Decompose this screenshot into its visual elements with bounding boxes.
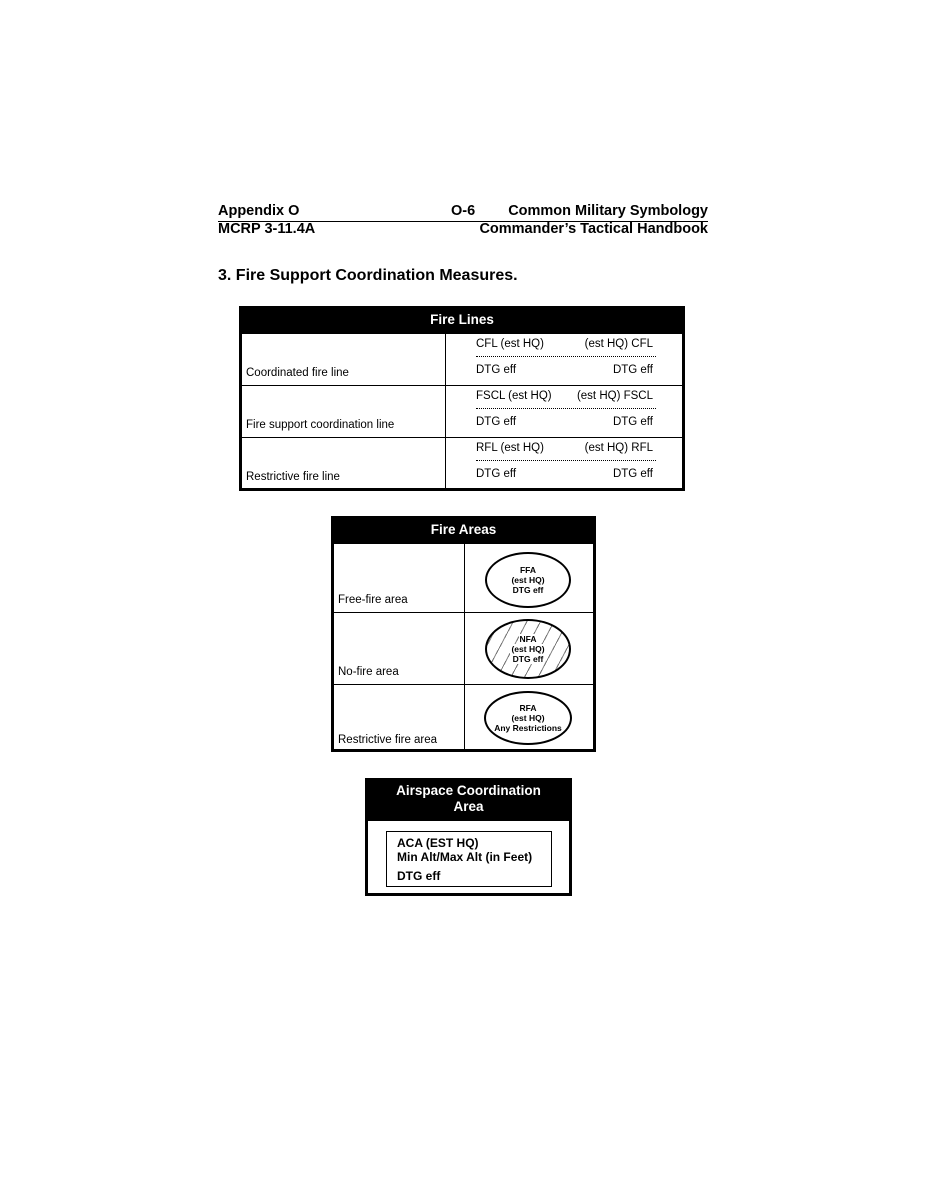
fire-area-row-nfa <box>334 612 593 684</box>
symbol-top-right: (est HQ) CFL <box>584 338 653 350</box>
page-header-line-2 <box>218 221 708 239</box>
symbol-top-left: RFL (est HQ) <box>476 442 544 454</box>
oval-line: (est HQ) <box>511 644 545 654</box>
symbol-top-right: (est HQ) FSCL <box>576 390 653 402</box>
symbol-bottom-left: DTG eff <box>476 416 517 428</box>
page-header-line-1 <box>218 203 708 222</box>
publication-title: Commander’s Tactical Handbook <box>479 221 708 237</box>
fire-lines-table <box>239 306 685 491</box>
column-divider <box>445 334 446 385</box>
fire-line-row-rfl <box>242 437 682 489</box>
aca-line-1: ACA (EST HQ) <box>397 836 479 850</box>
chapter-title: Common Military Symbology <box>508 203 708 219</box>
aca-symbol-box <box>386 831 552 887</box>
dashed-fire-line <box>476 460 656 461</box>
row-label: Fire support coordination line <box>246 419 395 431</box>
column-divider <box>464 685 465 752</box>
rfa-oval-symbol <box>484 691 572 745</box>
column-divider <box>464 544 465 612</box>
oval-line: DTG eff <box>512 585 544 595</box>
symbol-bottom-left: DTG eff <box>476 364 517 376</box>
fire-areas-title: Fire Areas <box>334 519 593 543</box>
column-divider <box>445 438 446 489</box>
oval-line: FFA <box>519 565 537 575</box>
symbol-bottom-right: DTG eff <box>612 416 653 428</box>
page-number: O-6 <box>451 203 476 219</box>
row-label: Free-fire area <box>338 594 408 606</box>
column-divider <box>445 386 446 437</box>
row-label: No-fire area <box>338 666 399 678</box>
oval-line: (est HQ) <box>511 713 545 723</box>
section-title: 3. Fire Support Coordination Measures. <box>218 267 518 284</box>
oval-line: (est HQ) <box>511 575 545 585</box>
symbol-top-left: FSCL (est HQ) <box>476 390 552 402</box>
airspace-coordination-area-table <box>365 778 572 896</box>
symbol-bottom-left: DTG eff <box>476 468 517 480</box>
oval-line: Any Restrictions <box>494 723 562 733</box>
airspace-title <box>368 781 569 821</box>
symbol-bottom-right: DTG eff <box>612 468 653 480</box>
symbol-top-right: (est HQ) RFL <box>584 442 653 454</box>
ffa-oval-symbol <box>485 552 571 608</box>
row-label: Coordinated fire line <box>246 367 349 379</box>
airspace-title-line-1: Airspace Coordination <box>396 783 541 798</box>
symbol-bottom-right: DTG eff <box>612 364 653 376</box>
publication-id: MCRP 3-11.4A <box>218 221 316 237</box>
fire-line-row-fscl <box>242 385 682 437</box>
dashed-fire-line <box>476 408 656 409</box>
nfa-hatched-oval-symbol <box>485 619 571 679</box>
aca-line-3: DTG eff <box>397 869 441 883</box>
row-label: Restrictive fire line <box>246 471 340 483</box>
oval-line: NFA <box>519 634 537 644</box>
symbol-top-left: CFL (est HQ) <box>476 338 544 350</box>
fire-area-row-rfa <box>334 684 593 752</box>
dashed-fire-line <box>476 356 656 357</box>
oval-line: DTG eff <box>512 654 544 664</box>
fire-line-row-cfl <box>242 333 682 385</box>
row-label: Restrictive fire area <box>338 734 438 746</box>
airspace-title-line-2: Area <box>453 799 484 814</box>
fire-area-row-ffa <box>334 543 593 612</box>
column-divider <box>464 613 465 684</box>
oval-line: RFA <box>519 703 537 713</box>
fire-lines-title: Fire Lines <box>242 309 682 333</box>
fire-areas-table <box>331 516 596 752</box>
aca-line-2: Min Alt/Max Alt (in Feet) <box>397 850 533 864</box>
appendix-label: Appendix O <box>218 203 300 219</box>
